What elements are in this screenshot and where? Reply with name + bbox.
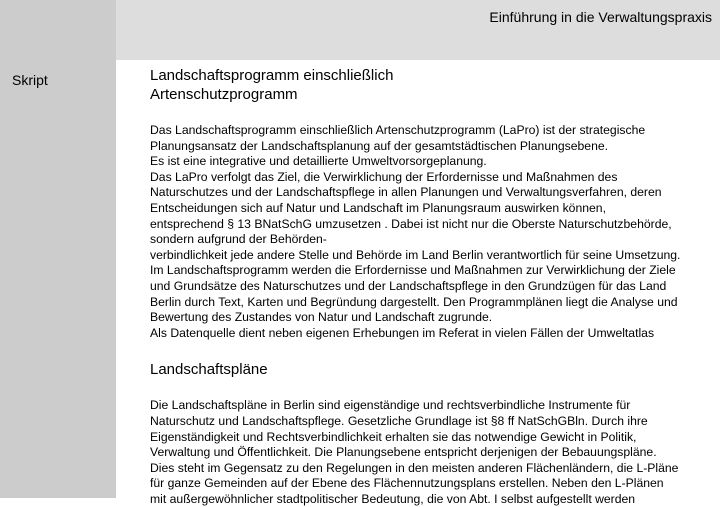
header-divider — [116, 60, 720, 61]
section-heading-line: Landschaftspläne — [150, 361, 268, 379]
text-line: und Grundsätze des Naturschutzes und der Landschaftspflege in den Grundzügen für das Land — [150, 278, 667, 293]
text-line: für ganze Gemeinden auf der Ebene des Flächennutzungsplans erstellen. Neben den L-Plänen — [150, 476, 664, 491]
text-line: Naturschutzes und der Landschaftspflege in allen Planungen und Verwaltungsverfahren, deren — [150, 185, 662, 200]
section-heading-line: Landschaftsprogramm einschließlich — [150, 67, 394, 84]
sidebar-label: Skript — [12, 72, 48, 88]
text-line: Verwaltung und Öffentlichkeit. Die Planungsebene entspricht derjenigen der Bebauungspläne. — [150, 445, 657, 460]
section-landschaftsplaene — [150, 360, 716, 507]
header-bar — [116, 0, 720, 60]
section-heading-line: Artenschutzprogramm — [150, 86, 298, 103]
text-line: sondern aufgrund der Behörden- — [150, 232, 327, 247]
text-line: Dies steht im Gegensatz zu den Regelungen in den meisten anderen Flächenländern, die L-Pläne — [150, 460, 679, 475]
text-line: entsprechend § 13 BNatSchG umzusetzen . Dabei ist nicht nur die Oberste Naturschutzbehörde, — [150, 216, 672, 231]
section-lapro — [150, 66, 716, 341]
text-line: Entscheidungen sich auf Natur und Landschaft im Planungsraum auswirken können, — [150, 200, 606, 215]
text-line: Die Landschaftspläne in Berlin sind eigenständige und rechtsverbindliche Instrumente für — [150, 398, 631, 413]
text-line: Das LaPro verfolgt das Ziel, die Verwirklichung der Erfordernisse und Maßnahmen des — [150, 169, 618, 184]
spacer — [150, 104, 716, 123]
text-line: Naturschutz und Landschaftspflege. Gesetzliche Grundlage ist §8 ff NatSchGBln. Durch ihre — [150, 413, 648, 428]
text-line: verbindlichkeit jede andere Stelle und Behörde im Land Berlin verantwortlich für seine Umsetzung. — [150, 247, 681, 262]
text-line: Bewertung des Zustandes von Natur und Landschaft zugrunde. — [150, 310, 493, 325]
text-line: mit außergewöhnlicher stadtpolitischer Bedeutung, die von Abt. I selbst aufgestellt werden — [150, 491, 636, 506]
main-content — [150, 66, 716, 507]
text-line: Eigenständigkeit und Rechtsverbindlichkeit erhalten sie das notwendige Gewicht in Politik, — [150, 429, 637, 444]
text-line: Das Landschaftsprogramm einschließlich Artenschutzprogramm (LaPro) ist der strategische — [150, 123, 646, 137]
course-title: Einführung in die Verwaltungspraxis — [489, 9, 712, 25]
text-line: Es ist eine integrative und detaillierte Umweltvorsorgeplanung. — [150, 154, 487, 169]
spacer — [150, 341, 716, 360]
text-line: Planungsansatz der Landschaftsplanung auf der gesamtstädtischen Planungsebene. — [150, 138, 609, 153]
text-line: Als Datenquelle dient neben eigenen Erhebungen im Referat in vielen Fällen der Umweltatlas — [150, 325, 655, 340]
text-line: Im Landschaftsprogramm werden die Erfordernisse und Maßnahmen zur Verwirklichung der Ziele — [150, 263, 676, 278]
spacer — [150, 379, 716, 398]
text-line: Berlin durch Text, Karten und Begründung dargestellt. Den Programmplänen liegt die Analyse und — [150, 294, 678, 309]
sidebar — [0, 0, 116, 498]
